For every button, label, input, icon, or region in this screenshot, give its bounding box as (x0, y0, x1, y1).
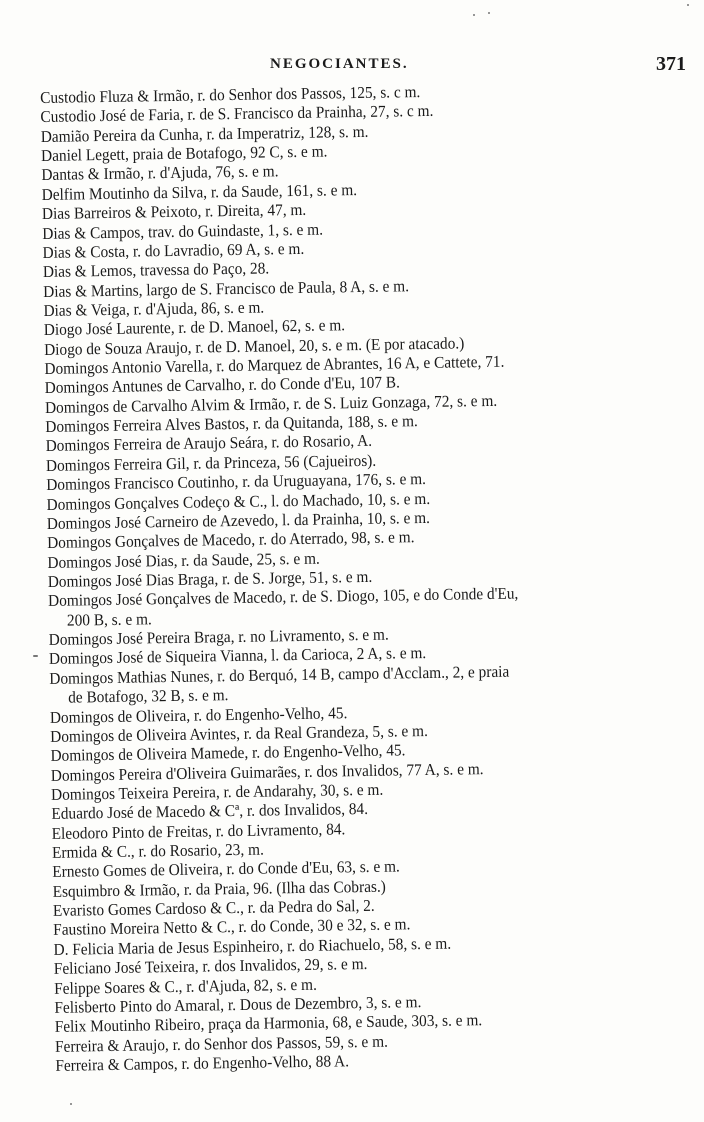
paper-speck (33, 655, 38, 657)
directory-entry-continuation: de Botafogo, 32 B, s. e m. (68, 685, 229, 707)
directory-entry: Delfim Moutinho da Silva, r. da Saude, 161, s. e m. (41, 179, 358, 204)
directory-entries (40, 78, 704, 1075)
directory-entry: Domingos Francisco Coutinho, r. da Uruguayana, 176, s. e m. (46, 469, 427, 495)
directory-entry: Domingos de Oliveira Avintes, r. da Real Grandeza, 5, s. e m. (50, 720, 428, 746)
page-number: 371 (656, 53, 686, 75)
directory-entry: Domingos José de Siqueira Vianna, l. da Carioca, 2 A, s. e m. (48, 643, 427, 669)
directory-entry: Felix Moutinho Ribeiro, praça da Harmonia, 68, e Saude, 303, s. e m. (54, 1010, 483, 1037)
directory-entry: Domingos Gonçalves Codeço & C., l. do Machado, 10, s. e m. (46, 488, 431, 514)
directory-entry: Ermida & C., r. do Rosario, 23, m. (51, 839, 264, 862)
directory-entry: Domingos José Pereira Braga, r. no Livramento, s. e m. (48, 624, 389, 649)
directory-entry: Domingos Mathias Nunes, r. do Berquó, 14 B, campo d'Acclam., 2, e praia (49, 661, 510, 688)
directory-entry: Felippe Soares & C., r. d'Ajuda, 82, s. e m. (53, 974, 318, 998)
directory-entry: Felisberto Pinto do Amaral, r. Dous de Dezembro, 3, s. e m. (54, 992, 422, 1017)
directory-entry: Daniel Legett, praia de Botafogo, 92 C, s. e m. (40, 141, 328, 166)
directory-entry: Feliciano José Teixeira, r. dos Invalidos, 29, s. e m. (53, 954, 368, 979)
directory-entry: Dias & Costa, r. do Lavradio, 69 A, s. e m. (42, 238, 305, 262)
directory-entry: Domingos José Gonçalves de Macedo, r. de S. Diogo, 105, e do Conde d'Eu, (47, 583, 519, 611)
running-title: NEGOCIANTES. (270, 56, 409, 72)
directory-entry: Domingos Gonçalves de Macedo, r. do Aterrado, 98, s. e m. (46, 527, 415, 553)
directory-entry: Diogo José Laurente, r. de D. Manoel, 62, s. e m. (43, 315, 346, 340)
directory-entry: Eleodoro Pinto de Freitas, r. do Livramento, 84. (51, 818, 346, 843)
directory-entry: Domingos Pereira d'Oliveira Guimarães, r. dos Invalidos, 77 A, s. e m. (50, 758, 484, 785)
directory-entry: Dias & Campos, trav. do Guindaste, 1, s. e m. (42, 219, 324, 243)
directory-entry: Domingos Ferreira de Araujo Seára, r. do Rosario, A. (45, 431, 373, 456)
paper-speck (488, 12, 490, 14)
directory-entry: Dias & Veiga, r. d'Ajuda, 86, s. e m. (43, 297, 265, 320)
directory-entry: Esquimbro & Irmão, r. da Praia, 96. (Ilha das Cobras.) (52, 876, 386, 901)
directory-entry: Domingos de Carvalho Alvim & Irmão, r. de S. Luiz Gonzaga, 72, s. e m. (44, 390, 498, 417)
directory-entry: Damião Pereira da Cunha, r. da Imperatriz, 128, s. m. (40, 121, 369, 146)
directory-entry: Domingos Ferreira Alves Bastos, r. da Quitanda, 188, s. e m. (45, 411, 418, 437)
directory-entry: Ernesto Gomes de Oliveira, r. do Conde d'Eu, 63, s. e m. (52, 856, 400, 882)
paper-speck (687, 4, 689, 6)
directory-entry: Diogo de Souza Araujo, r. de D. Manoel, 20, s. e m. (E por atacado.) (43, 333, 465, 359)
directory-entry: Domingos de Oliveira, r. do Engenho-Velho, 45. (49, 702, 348, 727)
directory-entry: Domingos José Carneiro de Azevedo, l. da Prainha, 10, s. e m. (46, 507, 431, 533)
directory-entry: Domingos Antunes de Carvalho, r. do Conde d'Eu, 107 B. (44, 372, 401, 398)
paper-speck (473, 14, 475, 16)
directory-entry: Dantas & Irmão, r. d'Ajuda, 76, s. e m. (41, 161, 279, 185)
directory-entry: Domingos José Dias, r. da Saude, 25, s. e m. (47, 548, 320, 572)
directory-entry: Evaristo Gomes Cardoso & C., r. da Pedra do Sal, 2. (52, 895, 375, 920)
directory-entry: Domingos José Dias Braga, r. de S. Jorge, 51, s. e m. (47, 566, 373, 591)
directory-entry: Domingos Ferreira Gil, r. da Princeza, 56 (Cajueiros). (45, 450, 377, 475)
directory-entry: Dias & Lemos, travessa do Paço, 28. (42, 258, 270, 282)
directory-entry: Dias & Martins, largo de S. Francisco de Paula, 8 A, s. e m. (43, 275, 410, 301)
directory-entry: Ferreira & Campos, r. do Engenho-Velho, 88 A. (55, 1051, 350, 1075)
page-header (0, 53, 704, 78)
paper-speck (70, 1103, 72, 1105)
directory-entry: Ferreira & Araujo, r. do Senhor dos Passos, 59, s. e m. (54, 1031, 389, 1056)
directory-entry-continuation: 200 B, s. e m. (66, 609, 152, 630)
directory-entry: Custodio Fluza & Irmão, r. do Senhor dos Passos, 125, s. c m. (40, 82, 421, 107)
directory-entry: Faustino Moreira Netto & C., r. do Conde, 30 e 32, s. e m. (53, 914, 411, 940)
directory-entry: Domingos Antonio Varella, r. do Marquez de Abrantes, 16 A, e Cattete, 71. (44, 351, 505, 378)
directory-entry: Eduardo José de Macedo & Cª, r. dos Invalidos, 84. (51, 799, 369, 824)
directory-entry: D. Felicia Maria de Jesus Espinheiro, r. do Riachuelo, 58, s. e m. (53, 933, 452, 959)
directory-entry: Dias Barreiros & Peixoto, r. Direita, 47, m. (41, 199, 307, 224)
directory-entry: Custodio José de Faria, r. de S. Francisco da Prainha, 27, s. c m. (40, 101, 434, 127)
directory-entry: Domingos de Oliveira Mamede, r. do Engenho-Velho, 45. (50, 740, 406, 766)
directory-entry: Domingos Teixeira Pereira, r. de Andarahy, 30, s. e m. (50, 779, 384, 804)
